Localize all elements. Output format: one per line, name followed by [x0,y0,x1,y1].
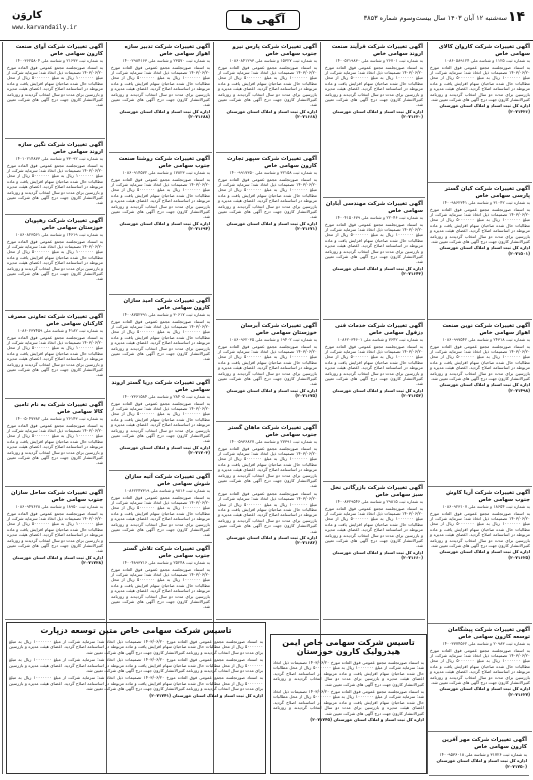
ad-body: به استناد صورتجلسه مجمع عمومی فوق العاده مورخ ۱۴۰۳/۰۶/۲۰ تصمیمات ذیل اتخاذ شد: سرمایه شرکت از مبلغ ۱۰۰۰۰۰۰۰ ریال به مبلغ ۵۰۰۰۰۰۰۰ ریال از محل مطالبات حال شده صاحبان سهام افزایش یافت و ماده مربوطه در اساسنامه اصلاح گردید. اعضای هیئت مدیره و بازرسین برای مدت دو سال انتخاب گردیدند و روزنامه کثیرالانتشار کارون جهت درج آگهی های شرکت تعیین شد. [325,64,423,108]
ad-subtitle: به شماره ثبت ۲۸۴۰۵ و شناسه ملی ۱۴۰۰۷۳۶۱۵۸۴ [122,394,210,399]
ad-subtitle: به شماره ثبت ۱۵۳۲۷ و شناسه ملی ۱۰۸۶۰۸۴۱۲۹۳ [229,58,317,63]
ad-subtitle: به شماره ثبت ۲۱۶۷۳ و شناسه ملی ۱۴۰۰۳۶۲۵۸۰۴ [15,58,103,63]
ad-footer: اداره کل ثبت اسناد و املاک استان خوزستان (۲۰۷۱۴۹۸) [439,382,530,393]
ad-subtitle: به شماره ثبت ۲۷۳۹۱ و شناسه ملی ۱۴۰۰۵۹۳۶۸۲۷ [229,439,317,444]
ad-subtitle: به شماره ثبت ۳۰۶۱۷ و شناسه ملی ۱۴۰۰۸۷۵۲۳۹۱ [122,312,210,317]
ad-a28 [429,735,529,776]
ad-title: آگهی تغییرات شرکت ساحل سازان جنوب سهامی خاص [11,490,103,503]
notice-body: به استناد صورتجلسه مجمع عمومی فوق العاده مورخ ۱۴۰۳/۰۶/۲۰ تصمیمات ذیل اتخاذ شد: سرمایه شرکت از مبلغ ۱۰۰۰۰۰۰۰ ریال به مبلغ ۵۰۰۰۰۰۰۰ ریال از محل مطالبات حال شده صاحبان سهام افزایش یافت و ماده مربوطه در اساسنامه اصلاح گردید. اعضای هیئت مدیره و بازرسین برای مدت دو سال انتخاب گردیدند و روزنامه کثیرالانتشار کارون جهت درج آگهی های شرکت تعیین شد. [9,639,263,655]
ad-footer: اداره کل ثبت اسناد و املاک استان خوزستان (۲۰۷۱۶۲۵) [439,549,530,560]
ad-subtitle: به شماره ثبت ۳۲۱۵۸ و شناسه ملی ۱۴۰۰۹۹۱۷۳۵۰ [229,170,317,175]
ad-subtitle: به شماره ثبت ۱۴۶۱۹ و شناسه ملی ۱۰۸۶۰۸۲۳۵۶۱ [15,232,103,237]
ad-subtitle: به شماره ثبت ۲۵۲۴۸ و شناسه ملی ۱۴۰۰۴۸۹۳۷۱۶ [122,560,210,565]
ad-a14 [109,42,212,153]
ad-subtitle: به شماره ثبت ۳۱۰۴۲ و شناسه ملی ۱۴۰۰۹۸۶۲۳۴۱ [442,200,530,205]
ad-body: به استناد صورتجلسه مجمع عمومی فوق العاده مورخ ۱۴۰۳/۰۶/۲۰ تصمیمات ذیل اتخاذ شد: سرمایه شرکت از مبلغ ۱۰۰۰۰۰۰۰ ریال به مبلغ ۵۰۰۰۰۰۰۰ ریال از محل مطالبات حال شده صاحبان سهام افزایش یافت و ماده مربوطه در اساسنامه اصلاح گردید. اعضای هیئت مدیره و بازرسین برای مدت دو سال انتخاب گردیدند و روزنامه کثیرالانتشار کارون جهت درج آگهی های شرکت تعیین شد. [218,176,317,220]
ad-subtitle: به شماره ثبت ۱۹۴۰۲ و شناسه ملی ۱۰۸۶۰۹۶۲۰۳۵ [229,337,317,342]
ad-a25 [5,488,105,620]
ad-body: به استناد صورتجلسه مجمع عمومی فوق العاده مورخ ۱۴۰۳/۰۶/۲۰ تصمیمات ذیل اتخاذ شد: سرمایه شرکت از مبلغ ۱۰۰۰۰۰۰۰ ریال به مبلغ ۵۰۰۰۰۰۰۰ ریال از محل مطالبات حال شده صاحبان سهام افزایش یافت و ماده مربوطه در اساسنامه اصلاح گردید. اعضای هیئت مدیره و بازرسین برای مدت دو سال انتخاب گردیدند و روزنامه کثیرالانتشار کارون جهت درج آگهی های شرکت تعیین شد. [7,162,103,206]
ad-a24 [5,400,105,487]
ad-body: به استناد صورتجلسه مجمع عمومی فوق العاده مورخ ۱۴۰۳/۰۶/۲۰ تصمیمات ذیل اتخاذ شد: سرمایه شرکت از مبلغ ۱۰۰۰۰۰۰۰ ریال به مبلغ ۵۰۰۰۰۰۰۰ ریال از محل مطالبات حال شده صاحبان سهام افزایش یافت و ماده مربوطه در اساسنامه اصلاح گردید. اعضای هیئت مدیره و بازرسین برای مدت دو سال انتخاب گردیدند و روزنامه کثیرالانتشار کارون جهت درج آگهی های شرکت تعیین شد. [325,343,423,387]
ad-subtitle: به شماره ثبت ۲۳۵۷۰ و شناسه ملی ۱۴۰۰۲۹۸۴۱۶۳ [122,58,210,63]
section-title: آگهی ها [226,10,300,30]
ad-subtitle: به شماره ثبت ۲۶۷۰۱ و شناسه ملی ۱۴۰۰۵۲۱۹۸۳۰ [335,58,423,63]
ad-body: به استناد صورتجلسه مجمع عمومی فوق العاده مورخ ۱۴۰۳/۰۶/۲۰ تصمیمات ذیل اتخاذ شد: سرمایه شرکت از مبلغ ۱۰۰۰۰۰۰۰ ریال به مبلغ ۵۰۰۰۰۰۰۰ ریال از محل مطالبات حال شده صاحبان سهام افزایش یافت و ماده مربوطه در اساسنامه اصلاح گردید. اعضای هیئت مدیره و بازرسین برای مدت دو سال انتخاب گردیدند و روزنامه کثیرالانتشار کارون جهت درج آگهی های شرکت تعیین شد. [218,445,317,489]
ad-a21 [5,140,105,215]
notice-body: به استناد صورتجلسه مجمع عمومی فوق العاده مورخ ۱۴۰۳/۰۶/۲۰ تصمیمات ذیل اتخاذ شد: سرمایه شرکت از مبلغ ۱۰۰۰۰۰۰۰ ریال به مبلغ ۵۰۰۰۰۰۰۰ ریال از محل مطالبات حال شده صاحبان سهام افزایش یافت و ماده مربوطه در اساسنامه اصلاح گردید. اعضای هیئت مدیره و بازرسین برای مدت دو سال انتخاب گردیدند و روزنامه کثیرالانتشار کارون جهت درج آگهی های شرکت تعیین شد. [273,660,424,687]
ad-subtitle: به شماره ثبت ۷۶۴۲ و شناسه ملی ۱۰۸۶۲۰۳۴۶۰۱ [337,337,423,342]
ad-footer: اداره کل ثبت اسناد و املاک استان خوزستان (۲۰۷۱۶۹۴) [119,220,210,232]
ad-a16 [109,296,212,377]
ad-title: آگهی تغییرات شرکت تعاونی مصرف کارکنان سهامی خاص [7,314,103,327]
ad-subtitle: به شماره ثبت ۲۲۰۴۶ و شناسه ملی ۱۴۰۰۴۱۵۰۶۷۹ [335,215,423,220]
ad-footer: اداره کل ثبت اسناد و املاک استان خوزستان (۲۰۷۱۶۴۳) [332,265,423,277]
ad-title: آگهی تغییرات شرکت رهپویان خوزستان سهامی خاص [24,218,103,231]
ad-a23 [5,312,105,399]
ad-a15 [109,154,212,295]
ad-body: به استناد صورتجلسه مجمع عمومی فوق العاده مورخ ۱۴۰۳/۰۶/۲۰ تصمیمات ذیل اتخاذ شد: سرمایه شرکت از مبلغ ۱۰۰۰۰۰۰۰ ریال به مبلغ ۵۰۰۰۰۰۰۰ ریال از محل مطالبات حال شده صاحبان سهام افزایش یافت و ماده مربوطه در اساسنامه اصلاح گردید. اعضای هیئت مدیره و بازرسین برای مدت دو سال انتخاب گردیدند و روزنامه کثیرالانتشار کارون جهت درج آگهی های شرکت تعیین شد. [7,238,103,282]
ad-a12 [216,321,319,422]
ad-title: آگهی تغییرات شرکت امید سازان کارون سهامی خاص [123,298,210,311]
issue-line: سه‌شنبه ۱۲ آبان ۱۴۰۳ سال بیست‌وسوم شماره ۳۸۵۳ [363,14,507,22]
ad-body: به استناد صورتجلسه مجمع عمومی فوق العاده مورخ ۱۴۰۳/۰۶/۲۰ تصمیمات ذیل اتخاذ شد: سرمایه شرکت از مبلغ ۱۰۰۰۰۰۰۰ ریال به مبلغ ۵۰۰۰۰۰۰۰ ریال از محل مطالبات حال شده صاحبان سهام افزایش یافت و ماده مربوطه در اساسنامه اصلاح گردید. اعضای هیئت مدیره و بازرسین برای مدت دو سال انتخاب گردیدند و روزنامه کثیرالانتشار کارون جهت درج آگهی های شرکت تعیین شد. [7,334,103,378]
ad-subtitle: به شماره ثبت ۲۴۳۱۸ و شناسه ملی ۱۰۸۶۰۹۹۷۵۴۲ [442,337,530,342]
notice-title: تاسیس شرکت سهامی خاص ایمن هیدرولیک کارون خوزستان [282,638,415,656]
ad-subtitle: به شماره ثبت ۹۸۱۶ و شناسه ملی ۱۰۸۶۲۲۴۷۳۱۹ [124,488,210,493]
ad-title: آگهی تغییرات شرکت روشنا صنعت جنوب سهامی خاص [118,156,210,169]
ad-title: آگهی تغییرات شرکت پارس نیرو جنوب سهامی خاص [232,44,317,57]
ad-body: به استناد صورتجلسه مجمع عمومی فوق العاده مورخ ۱۴۰۳/۰۶/۲۰ تصمیمات ذیل اتخاذ شد: سرمایه شرکت از مبلغ ۱۰۰۰۰۰۰۰ ریال به مبلغ ۵۰۰۰۰۰۰۰ ریال از محل مطالبات حال شده صاحبان سهام افزایش یافت و ماده مربوطه در اساسنامه اصلاح گردید. اعضای هیئت مدیره و بازرسین برای مدت دو سال انتخاب گردیدند و روزنامه کثیرالانتشار کارون جهت درج آگهی های شرکت تعیین شد. [218,64,317,108]
ad-title: آگهی تغییرات شرکت پیشگامان توسعه کارون سهامی خاص [447,627,530,640]
ad-a17 [109,378,212,471]
ad-body: به استناد صورتجلسه مجمع عمومی فوق العاده مورخ ۱۴۰۳/۰۶/۲۰ تصمیمات ذیل اتخاذ شد: سرمایه شرکت از مبلغ ۱۰۰۰۰۰۰۰ ریال به مبلغ ۵۰۰۰۰۰۰۰ ریال از محل مطالبات حال شده صاحبان سهام افزایش یافت و ماده مربوطه در اساسنامه اصلاح گردید. اعضای هیئت مدیره و بازرسین برای مدت دو سال انتخاب گردیدند و روزنامه کثیرالانتشار کارون جهت درج آگهی های شرکت تعیین شد. [111,318,210,362]
page-header [0,0,533,41]
ad-a11 [216,154,319,320]
ad-a1 [428,42,532,183]
ad-body: به استناد صورتجلسه مجمع عمومی فوق العاده مورخ ۱۴۰۳/۰۶/۲۰ تصمیمات ذیل اتخاذ شد: سرمایه شرکت از مبلغ ۱۰۰۰۰۰۰۰ ریال به مبلغ ۵۰۰۰۰۰۰۰ ریال از محل مطالبات حال شده صاحبان سهام افزایش یافت و ماده مربوطه در اساسنامه اصلاح گردید. اعضای هیئت مدیره و بازرسین برای مدت دو سال انتخاب گردیدند و روزنامه کثیرالانتشار کارون جهت درج آگهی های شرکت تعیین شد. [7,510,103,554]
ad-body: به استناد صورتجلسه مجمع عمومی فوق العاده مورخ ۱۴۰۳/۰۶/۲۰ تصمیمات ذیل اتخاذ شد: سرمایه شرکت از مبلغ ۱۰۰۰۰۰۰۰ ریال به مبلغ ۵۰۰۰۰۰۰۰ ریال از محل مطالبات حال شده صاحبان سهام افزایش یافت و ماده مربوطه در اساسنامه اصلاح گردید. اعضای هیئت مدیره و بازرسین برای مدت دو سال انتخاب گردیدند و روزنامه کثیرالانتشار کارون جهت درج آگهی های شرکت تعیین شد. [218,343,317,387]
ad-title: آگهی تغییرات شرکت کاروان کالای سهامی خاص [438,44,530,57]
ad-footer: اداره کل ثبت اسناد و املاک استان خوزستان (۲۰۷۱۵۰۱) [439,245,530,256]
ad-body: به شماره ثبت ۳۱۷۲۶ و شناسه ملی ۱۴۰۰۹۵۳۶۰۱۸ [439,752,527,757]
ad-body-continued: به استناد صورتجلسه مجمع عمومی فوق العاده مورخ ۱۴۰۳/۰۶/۲۰ تصمیمات ذیل اتخاذ شد: سرمایه شرکت از مبلغ ۱۰۰۰۰۰۰۰ ریال به مبلغ ۵۰۰۰۰۰۰۰ ریال از محل مطالبات حال شده صاحبان سهام افزایش یافت و ماده مربوطه در اساسنامه اصلاح گردید. اعضای هیئت مدیره و بازرسین برای مدت دو سال انتخاب گردیدند و روزنامه کثیرالانتشار کارون جهت درج آگهی های شرکت تعیین شد. [218,490,317,534]
ad-title: آگهی تغییرات شرکت خدمات فنی دزفول سهامی خاص [334,323,423,336]
ad-title: آگهی تغییرات شرکت آریا کاوش جنوب سهامی خاص [445,490,530,503]
ad-a20 [5,42,105,139]
ad-a9 [323,483,425,620]
ad-body: به استناد صورتجلسه مجمع عمومی فوق العاده مورخ ۱۴۰۳/۰۶/۲۰ تصمیمات ذیل اتخاذ شد: سرمایه شرکت از مبلغ ۱۰۰۰۰۰۰۰ ریال به مبلغ ۵۰۰۰۰۰۰۰ ریال از محل مطالبات حال شده صاحبان سهام افزایش یافت و ماده مربوطه در اساسنامه اصلاح گردید. اعضای هیئت مدیره و بازرسین برای مدت دو سال انتخاب گردیدند و روزنامه کثیرالانتشار کارون جهت درج آگهی های شرکت تعیین شد. [111,64,210,108]
ad-title: آگهی تغییرات شرکت تدبیر سازه اهواز سهامی خاص [124,44,210,57]
ad-footer: اداره کل ثبت اسناد و املاک استان خوزستان (۲۰۷۱۶۳۰) [332,108,423,120]
notice-footer: اداره کل ثبت اسناد و املاک استان خوزستان (۲۰۷۱۷۴۱) [149,692,263,698]
ad-body: به استناد صورتجلسه مجمع عمومی فوق العاده مورخ ۱۴۰۳/۰۶/۲۰ تصمیمات ذیل اتخاذ شد: سرمایه شرکت از مبلغ ۱۰۰۰۰۰۰۰ ریال به مبلغ ۵۰۰۰۰۰۰۰ ریال از محل مطالبات حال شده صاحبان سهام افزایش یافت و ماده مربوطه در اساسنامه اصلاح گردید. اعضای هیئت مدیره و بازرسین برای مدت دو سال انتخاب گردیدند و روزنامه کثیرالانتشار کارون جهت درج آگهی های شرکت تعیین شد. [7,422,103,466]
ad-title: آگهی تغییرات شرکت بازرگانی نخل سبز سهامی خاص [330,485,423,498]
ad-a18 [109,472,212,543]
ad-footer: اداره کل ثبت اسناد و املاک استان خوزستان (۲۰۷۱۷۵۰) [436,758,527,769]
ad-a7 [323,199,425,320]
notice-box-right [270,634,427,774]
ad-footer: اداره کل ثبت اسناد و املاک استان خوزستان (۲۰۷۱۴۳۶) [439,103,530,114]
ad-title: آگهی تغییرات شرکت آوای صنعت کارون سهامی خاص [15,44,103,57]
ad-title: آگهی تغییرات شرکت نوین صنعت اهواز سهامی خاص [442,323,530,336]
ad-footer: اداره کل ثبت اسناد و املاک استان خوزستان (۲۰۷۱۷۰۳) [119,444,210,456]
ad-footer: اداره کل ثبت اسناد و املاک استان خوزستان (۲۰۷۱۶۶۰) [332,549,423,561]
ad-a5 [428,625,532,732]
ad-a2 [428,184,532,320]
ad-title: آگهی تغییرات شرکت دریا گستر اروند سهامی خاص [111,380,210,393]
ad-body: به استناد صورتجلسه مجمع عمومی فوق العاده مورخ ۱۴۰۳/۰۶/۲۰ تصمیمات ذیل اتخاذ شد: سرمایه شرکت از مبلغ ۱۰۰۰۰۰۰۰ ریال به مبلغ ۵۰۰۰۰۰۰۰ ریال از محل مطالبات حال شده صاحبان سهام افزایش یافت و ماده مربوطه در اساسنامه اصلاح گردید. اعضای هیئت مدیره و بازرسین برای مدت دو سال انتخاب گردیدند و روزنامه کثیرالانتشار کارون جهت درج آگهی های شرکت تعیین شد. [111,400,210,444]
ad-subtitle: به شماره ثبت ۲۹۸۱۵ و شناسه ملی ۱۴۰۰۸۳۲۹۵۴۶ [335,499,423,504]
ad-footer: اداره کل ثبت اسناد و املاک استان خوزستان (۲۰۷۱۷۳۸) [12,554,103,566]
ad-title: آگهی تغییرات شرکت فرآیند صنعت اروند سهامی خاص [331,44,423,57]
page-number: ۱۴ [507,9,525,25]
notice-body-continued: به استناد صورتجلسه مجمع عمومی فوق العاده مورخ ۱۴۰۳/۰۶/۲۰ تصمیمات ذیل اتخاذ شد: سرمایه شرکت از مبلغ ۱۰۰۰۰۰۰۰ ریال به مبلغ ۵۰۰۰۰۰۰۰ ریال از محل مطالبات حال شده صاحبان سهام افزایش یافت و ماده مربوطه در اساسنامه اصلاح گردید. اعضای هیئت مدیره و بازرسین برای مدت دو سال انتخاب گردیدند و روزنامه کثیرالانتشار کارون جهت درج آگهی های شرکت تعیین شد. [9,657,263,674]
ad-title: آگهی تغییرات شرکت سپهر تجارت کارون سهامی خاص [227,156,317,169]
ad-subtitle: به شماره ثبت ۱۸۹۵۰ و شناسه ملی ۱۰۸۶۰۹۴۷۶۲۸ [15,504,103,509]
ad-a6 [323,42,425,198]
ad-subtitle: به شماره ثبت ۲۰۹۸۳ و شناسه ملی ۱۴۰۰۳۷۷۴۵۶۲ [442,641,530,646]
notice-footer: اداره کل ثبت اسناد و املاک استان خوزستان (۲۰۷۱۷۴۵) [310,717,424,723]
notice-box-left [6,622,266,774]
ad-body: به استناد صورتجلسه مجمع عمومی فوق العاده مورخ ۱۴۰۳/۰۶/۲۰ تصمیمات ذیل اتخاذ شد: سرمایه شرکت از مبلغ ۱۰۰۰۰۰۰۰ ریال به مبلغ ۵۰۰۰۰۰۰۰ ریال از محل مطالبات حال شده صاحبان سهام افزایش یافت و ماده مربوطه در اساسنامه اصلاح گردید. اعضای هیئت مدیره و بازرسین برای مدت دو سال انتخاب گردیدند و روزنامه کثیرالانتشار کارون جهت درج آگهی های شرکت تعیین شد. [111,176,210,220]
ad-title: آگهی تغییرات شرکت تلاش گستر جنوب سهامی خاص [123,546,210,559]
ad-footer: اداره کل ثبت اسناد و املاک استان خوزستان (۲۰۷۱۶۵۲) [332,387,423,399]
column-1 [427,42,532,774]
ad-footer: اداره کل ثبت اسناد و املاک استان خوزستان (۲۰۷۱۶۶۸) [226,108,317,120]
ad-a3 [428,321,532,487]
ad-a10 [216,42,319,153]
ad-footer: اداره کل ثبت اسناد و املاک استان خوزستان (۲۰۷۱۶۷۱) [226,220,317,232]
brand-logo: کاروَن [12,10,43,21]
ad-title: آگهی تغییرات شرکت ماهان گستر جنوب سهامی خاص [228,425,317,438]
notice-title: تاسیس شرکت سهامی خاص متین توسعه دزپارت [40,626,232,635]
ad-subtitle: به شماره ثبت ۴۱۸۲ و شناسه ملی ۱۰۸۶۰۲۳۷۴۵۹ [17,328,103,333]
ad-title: آگهی تغییرات شرکت مهر آفرین کارون سهامی خاص [442,737,527,750]
ad-body: به استناد صورتجلسه مجمع عمومی فوق العاده مورخ ۱۴۰۳/۰۶/۲۰ تصمیمات ذیل اتخاذ شد: سرمایه شرکت از مبلغ ۱۰۰۰۰۰۰۰ ریال به مبلغ ۵۰۰۰۰۰۰۰ ریال از محل مطالبات حال شده صاحبان سهام افزایش یافت و ماده مربوطه در اساسنامه اصلاح گردید. اعضای هیئت مدیره و بازرسین برای مدت دو سال انتخاب گردیدند و روزنامه کثیرالانتشار کارون جهت درج آگهی های شرکت تعیین شد. [111,494,210,538]
notice-body-continued-2: به استناد صورتجلسه مجمع عمومی فوق العاده مورخ ۱۴۰۳/۰۶/۲۰ تصمیمات ذیل اتخاذ شد: سرمایه شرکت از مبلغ ۱۰۰۰۰۰۰۰ ریال به مبلغ ۵۰۰۰۰۰۰۰ ریال از محل مطالبات حال شده صاحبان سهام افزایش یافت و ماده مربوطه در اساسنامه اصلاح گردید. اعضای هیئت مدیره و بازرسین برای مدت دو سال انتخاب گردیدند و روزنامه کثیرالانتشار کارون جهت درج آگهی های شرکت تعیین شد. [9,675,263,692]
ad-body: به استناد صورتجلسه مجمع عمومی فوق العاده مورخ ۱۴۰۳/۰۶/۲۰ تصمیمات ذیل اتخاذ شد: سرمایه شرکت از مبلغ ۱۰۰۰۰۰۰۰ ریال به مبلغ ۵۰۰۰۰۰۰۰ ریال از محل مطالبات حال شده صاحبان سهام افزایش یافت و ماده مربوطه در اساسنامه اصلاح گردید. اعضای هیئت مدیره و بازرسین برای مدت دو سال انتخاب گردیدند و روزنامه کثیرالانتشار کارون جهت درج آگهی های شرکت تعیین شد. [430,510,530,548]
ad-body: به استناد صورتجلسه مجمع عمومی فوق العاده مورخ ۱۴۰۳/۰۶/۲۰ تصمیمات ذیل اتخاذ شد: سرمایه شرکت از مبلغ ۱۰۰۰۰۰۰۰ ریال به مبلغ ۵۰۰۰۰۰۰۰ ریال از محل مطالبات حال شده صاحبان سهام افزایش یافت و ماده مربوطه در اساسنامه اصلاح گردید. اعضای هیئت مدیره و بازرسین برای مدت دو سال انتخاب گردیدند و روزنامه کثیرالانتشار کارون جهت درج آگهی های شرکت تعیین شد. [430,647,530,685]
ad-a19 [109,544,212,620]
site-url[interactable]: www.karvandaily.ir [12,24,78,31]
ad-body: به استناد صورتجلسه مجمع عمومی فوق العاده مورخ ۱۴۰۳/۰۶/۲۰ تصمیمات ذیل اتخاذ شد: سرمایه شرکت از مبلغ ۱۰۰۰۰۰۰۰ ریال به مبلغ ۵۰۰۰۰۰۰۰ ریال از محل مطالبات حال شده صاحبان سهام افزایش یافت و ماده مربوطه در اساسنامه اصلاح گردید. اعضای هیئت مدیره و بازرسین برای مدت دو سال انتخاب گردیدند و روزنامه کثیرالانتشار کارون جهت درج آگهی های شرکت تعیین شد. [430,343,530,381]
ad-footer: اداره کل ثبت اسناد و املاک استان خوزستان (۲۰۷۱۶۸۸) [119,108,210,120]
ad-title: آگهی تغییرات شرکت به نام تامین کالا سهامی خاص [14,402,103,415]
ad-subtitle: به شماره ثبت ۱۱۲۵ و شناسه ملی ۱۰۸۶۰۵۸۹۱۲۴ [444,58,530,63]
ad-title: آگهی تغییرات شرکت نگین سازه اروند سهامی خاص [18,142,103,155]
ad-body: به استناد صورتجلسه مجمع عمومی فوق العاده مورخ ۱۴۰۳/۰۶/۲۰ تصمیمات ذیل اتخاذ شد: سرمایه شرکت از مبلغ ۱۰۰۰۰۰۰۰ ریال به مبلغ ۵۰۰۰۰۰۰۰ ریال از محل مطالبات حال شده صاحبان سهام افزایش یافت و ماده مربوطه در اساسنامه اصلاح گردید. اعضای هیئت مدیره و بازرسین برای مدت دو سال انتخاب گردیدند و روزنامه کثیرالانتشار کارون جهت درج آگهی های شرکت تعیین شد. [430,64,530,102]
ad-body: به استناد صورتجلسه مجمع عمومی فوق العاده مورخ ۱۴۰۳/۰۶/۲۰ تصمیمات ذیل اتخاذ شد: سرمایه شرکت از مبلغ ۱۰۰۰۰۰۰۰ ریال به مبلغ ۵۰۰۰۰۰۰۰ ریال از محل مطالبات حال شده صاحبان سهام افزایش یافت و ماده مربوطه در اساسنامه اصلاح گردید. اعضای هیئت مدیره و بازرسین برای مدت دو سال انتخاب گردیدند و روزنامه کثیرالانتشار کارون جهت درج آگهی های شرکت تعیین شد. [7,64,103,108]
ad-title: آگهی تغییرات شرکت مهندسی آبادان سهامی خاص [325,201,423,214]
ad-body: به استناد صورتجلسه مجمع عمومی فوق العاده مورخ ۱۴۰۳/۰۶/۲۰ تصمیمات ذیل اتخاذ شد: سرمایه شرکت از مبلغ ۱۰۰۰۰۰۰۰ ریال به مبلغ ۵۰۰۰۰۰۰۰ ریال از محل مطالبات حال شده صاحبان سهام افزایش یافت و ماده مربوطه در اساسنامه اصلاح گردید. اعضای هیئت مدیره و بازرسین برای مدت دو سال انتخاب گردیدند و روزنامه کثیرالانتشار کارون جهت درج آگهی های شرکت تعیین شد. [325,221,423,265]
ad-a8 [323,321,425,482]
ad-subtitle: به شماره ثبت ۱۸۶۵۴ و شناسه ملی ۱۰۸۶۰۹۲۳۱۰۷ [442,504,530,509]
ad-a13 [216,423,319,620]
ad-body: به استناد صورتجلسه مجمع عمومی فوق العاده مورخ ۱۴۰۳/۰۶/۲۰ تصمیمات ذیل اتخاذ شد: سرمایه شرکت از مبلغ ۱۰۰۰۰۰۰۰ ریال به مبلغ ۵۰۰۰۰۰۰۰ ریال از محل مطالبات حال شده صاحبان سهام افزایش یافت و ماده مربوطه در اساسنامه اصلاح گردید. اعضای هیئت مدیره و بازرسین برای مدت دو سال انتخاب گردیدند و روزنامه کثیرالانتشار کارون جهت درج آگهی های شرکت تعیین شد. [325,505,423,549]
ad-title: آگهی تغییرات شرکت آتیه سازان شوش سهامی خاص [124,474,210,487]
ad-title: آگهی تغییرات شرکت آبرسان خوزستان سهامی خاص [240,323,317,336]
ad-subtitle: به شماره ثبت ۱۷۸۲۳ و شناسه ملی ۱۰۸۶۰۹۱۴۵۷۲ [122,170,210,175]
ad-footer: اداره کل ثبت اسناد و املاک استان خوزستان (۲۰۷۱۶۸۲) [226,535,317,546]
ad-a22 [5,216,105,311]
ad-footer: اداره کل ثبت اسناد و املاک استان خوزستان (۲۰۷۱۶۲۷) [439,686,530,697]
ad-subtitle: به شماره ثبت ۳۳۰۹۲ و شناسه ملی ۱۴۰۱۰۲۱۴۸۷۳ [15,156,103,161]
ad-a4 [428,488,532,624]
ad-subtitle: به شماره ثبت ۲۶۱۴۳ و شناسه ملی ۱۴۰۰۵۰۴۷۳۸۲ [15,416,103,421]
ad-footer: اداره کل ثبت اسناد و املاک استان خوزستان (۲۰۷۱۶۷۵) [226,387,317,399]
notice-body-continued: به استناد صورتجلسه مجمع عمومی فوق العاده مورخ ۱۴۰۳/۰۶/۲۰ تصمیمات ذیل اتخاذ شد: سرمایه شرکت از مبلغ ۱۰۰۰۰۰۰۰ ریال به مبلغ ۵۰۰۰۰۰۰۰ ریال از محل مطالبات حال شده صاحبان سهام افزایش یافت و ماده مربوطه در اساسنامه اصلاح گردید. اعضای هیئت مدیره و بازرسین برای مدت دو سال انتخاب گردیدند و روزنامه کثیرالانتشار کارون جهت درج آگهی های شرکت تعیین شد. [273,689,424,716]
ad-body: به استناد صورتجلسه مجمع عمومی فوق العاده مورخ ۱۴۰۳/۰۶/۲۰ تصمیمات ذیل اتخاذ شد: سرمایه شرکت از مبلغ ۱۰۰۰۰۰۰۰ ریال به مبلغ ۵۰۰۰۰۰۰۰ ریال از محل مطالبات حال شده صاحبان سهام افزایش یافت و ماده مربوطه در اساسنامه اصلاح گردید. اعضای هیئت مدیره و بازرسین برای مدت دو سال انتخاب گردیدند و روزنامه کثیرالانتشار کارون جهت درج آگهی های شرکت تعیین شد. [111,566,210,610]
ad-title: آگهی تغییرات شرکت کیان گستر پارسی سهامی خاص [444,186,530,199]
ad-body: به استناد صورتجلسه مجمع عمومی فوق العاده مورخ ۱۴۰۳/۰۶/۲۰ تصمیمات ذیل اتخاذ شد: سرمایه شرکت از مبلغ ۱۰۰۰۰۰۰۰ ریال به مبلغ ۵۰۰۰۰۰۰۰ ریال از محل مطالبات حال شده صاحبان سهام افزایش یافت و ماده مربوطه در اساسنامه اصلاح گردید. اعضای هیئت مدیره و بازرسین برای مدت دو سال انتخاب گردیدند و روزنامه کثیرالانتشار کارون جهت درج آگهی های شرکت تعیین شد. [430,206,530,244]
